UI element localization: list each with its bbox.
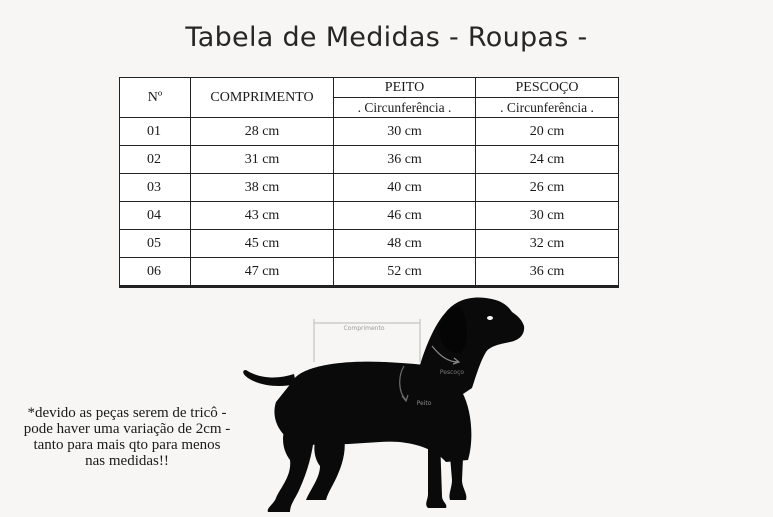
cell-comprimento: 45 cm [191,230,334,258]
header-peito-sub: . Circunferência . [334,98,476,118]
note-line: pode haver uma variação de 2cm - [23,421,231,437]
cell-pescoco: 20 cm [476,118,619,146]
cell-comprimento: 28 cm [191,118,334,146]
cell-num: 05 [120,230,191,258]
cell-peito: 36 cm [334,146,476,174]
cell-peito: 52 cm [334,258,476,287]
peito-label: Peito [416,400,432,407]
cell-comprimento: 38 cm [191,174,334,202]
cell-num: 04 [120,202,191,230]
header-num: Nº [120,78,191,118]
cell-peito: 48 cm [334,230,476,258]
cell-num: 03 [120,174,191,202]
knitting-variation-note [4,405,250,469]
cell-num: 06 [120,258,191,287]
pescoco-label: Pescoço [439,369,465,376]
cell-comprimento: 43 cm [191,202,334,230]
cell-peito: 40 cm [334,174,476,202]
header-comprimento: COMPRIMENTO [191,78,334,118]
cell-pescoco: 24 cm [476,146,619,174]
cell-pescoco: 32 cm [476,230,619,258]
page-title: Tabela de Medidas - Roupas - [185,22,588,53]
note-line: tanto para mais qto para menos [33,437,221,453]
header-pescoco-sub: . Circunferência . [476,98,619,118]
cell-comprimento: 31 cm [191,146,334,174]
cell-pescoco: 26 cm [476,174,619,202]
header-peito: PEITO [334,78,476,98]
header-pescoco: PESCOÇO [476,78,619,98]
note-line: *devido as peças serem de tricô - [27,405,227,421]
comprimento-label: Comprimento [343,325,385,332]
cell-num: 01 [120,118,191,146]
cell-comprimento: 47 cm [191,258,334,287]
cell-peito: 46 cm [334,202,476,230]
cell-num: 02 [120,146,191,174]
cell-pescoco: 36 cm [476,258,619,287]
cell-pescoco: 30 cm [476,202,619,230]
note-line: nas medidas!! [85,453,169,469]
cell-peito: 30 cm [334,118,476,146]
